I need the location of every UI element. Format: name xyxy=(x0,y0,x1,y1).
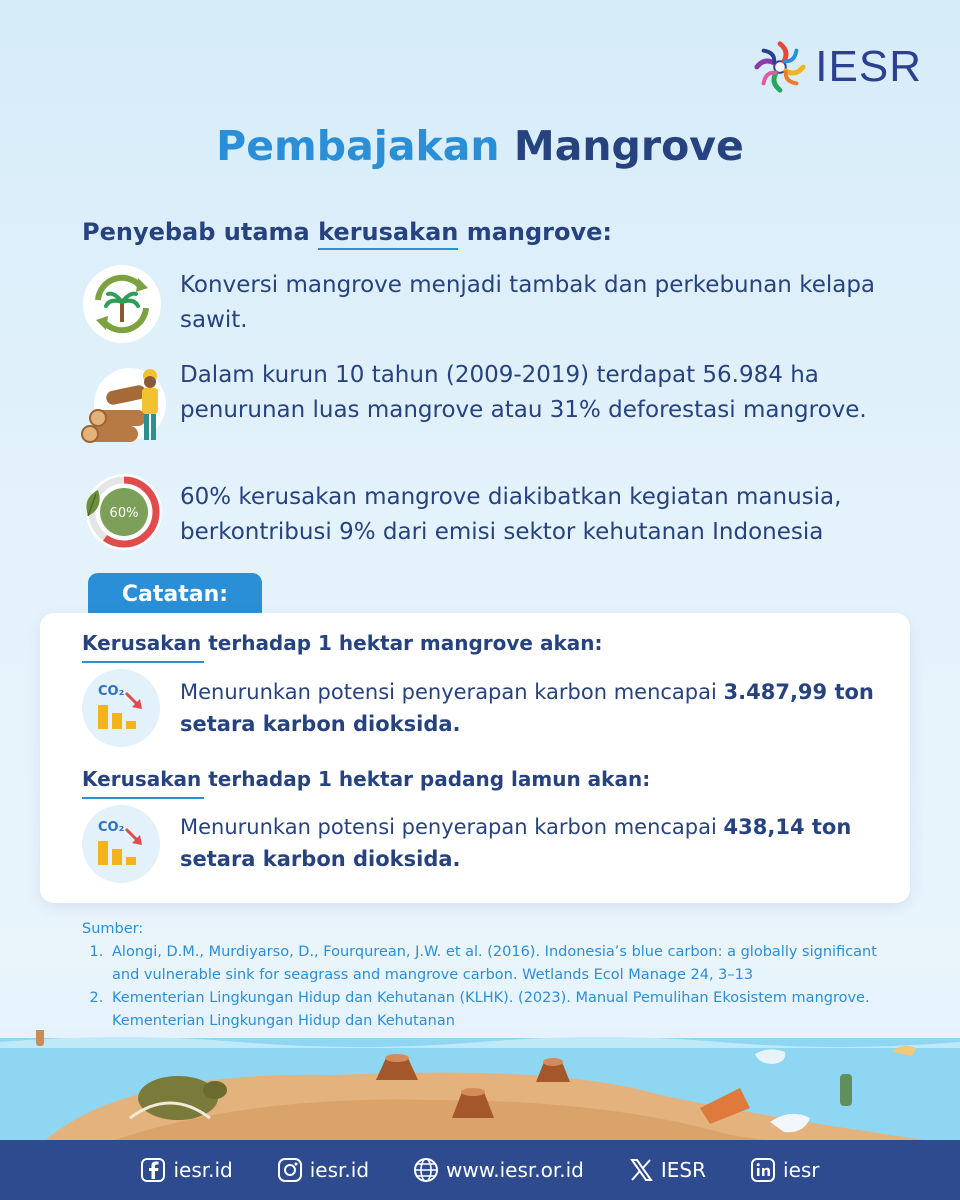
cause-text-3: 60% kerusakan mangrove diakibatkan kegiatan manusia, berkontribusi 9% dari emisi sektor kehutanan Indonesia xyxy=(180,484,842,545)
source-item-2: 2. Kementerian Lingkungan Hidup dan Kehutanan (KLHK). (2023). Manual Pemulihan Ekosistem mangrove. Kementerian Lingkungan Hidup dan Kehutanan xyxy=(108,987,902,1033)
beach-scene-illustration xyxy=(0,1030,960,1145)
iesr-logo-mark-icon xyxy=(751,38,809,96)
palm-recycle-icon xyxy=(82,264,162,344)
sources xyxy=(82,918,902,1033)
footer-x-label: IESR xyxy=(660,1158,707,1182)
footer-website-label: www.iesr.or.id xyxy=(446,1158,584,1182)
causes-heading-prefix: Penyebab utama xyxy=(82,218,319,246)
note-stat-1-prefix: Menurunkan potensi penyerapan karbon mencapai xyxy=(180,680,724,704)
footer-x[interactable] xyxy=(628,1157,706,1183)
note-heading-2-text: Kerusakan terhadap 1 hektar padang lamun akan: xyxy=(82,767,651,791)
footer-linkedin[interactable] xyxy=(750,1157,820,1183)
note-stat-2-suffix: setara karbon dioksida. xyxy=(180,847,461,871)
footer-instagram[interactable] xyxy=(277,1157,369,1183)
note-stat-1 xyxy=(180,676,900,740)
sources-list xyxy=(108,941,902,1033)
notes-card xyxy=(40,613,910,903)
title-part2: Mangrove xyxy=(513,122,744,170)
co2-label-2: CO₂ xyxy=(98,820,125,835)
footer-facebook-label: iesr.id xyxy=(173,1158,233,1182)
note-stat-2 xyxy=(180,811,900,875)
percentage-gauge-icon xyxy=(78,472,164,552)
linkedin-icon xyxy=(750,1157,776,1183)
footer xyxy=(0,1140,960,1200)
facebook-icon xyxy=(140,1157,166,1183)
source-item-1: 1. Alongi, D.M., Murdiyarso, D., Fourqurean, J.W. et al. (2016). Indonesia’s blue carbon: a globally significant and vulnerable sink for seagrass and mangrove carbon. Wetlands Ecol Manage 24, 3–13 xyxy=(108,941,902,987)
footer-instagram-label: iesr.id xyxy=(309,1158,370,1182)
brand-name: IESR xyxy=(815,42,922,91)
instagram-icon xyxy=(277,1157,303,1183)
note-heading-2-underline xyxy=(82,797,204,799)
footer-website[interactable] xyxy=(413,1157,584,1183)
causes-heading xyxy=(82,218,612,246)
notes-tab: Catatan: xyxy=(88,573,262,617)
note-stat-2-prefix: Menurunkan potensi penyerapan karbon mencapai xyxy=(180,815,724,839)
logging-worker-icon xyxy=(80,360,172,452)
co2-label-1: CO₂ xyxy=(98,684,125,699)
globe-icon xyxy=(413,1157,439,1183)
note-heading-2 xyxy=(82,767,650,799)
page-title xyxy=(0,122,960,170)
cause-text-1: Konversi mangrove menjadi tambak dan perkebunan kelapa sawit. xyxy=(180,272,876,333)
note-stat-1-suffix: setara karbon dioksida. xyxy=(180,712,461,736)
iesr-logo xyxy=(751,38,922,96)
title-part1: Pembajakan xyxy=(216,122,500,170)
causes-heading-underlined: kerusakan xyxy=(318,218,458,250)
gauge-label: 60% xyxy=(109,506,139,521)
note-stat-1-value: 3.487,99 ton xyxy=(723,680,874,704)
note-stat-2-value: 438,14 ton xyxy=(723,815,852,839)
co2-decline-icon xyxy=(82,669,160,747)
x-icon xyxy=(628,1157,654,1183)
cause-text-2: Dalam kurun 10 tahun (2009-2019) terdapat 56.984 ha penurunan luas mangrove atau 31% deforestasi mangrove. xyxy=(180,362,867,423)
note-heading-1 xyxy=(82,631,602,663)
footer-facebook[interactable] xyxy=(140,1157,232,1183)
causes-heading-suffix: mangrove: xyxy=(458,218,613,246)
footer-linkedin-label: iesr xyxy=(783,1158,820,1182)
sources-label: Sumber: xyxy=(82,921,144,937)
note-heading-1-text: Kerusakan terhadap 1 hektar mangrove akan: xyxy=(82,631,603,655)
co2-decline-icon xyxy=(82,805,160,883)
note-heading-1-underline xyxy=(82,661,204,663)
